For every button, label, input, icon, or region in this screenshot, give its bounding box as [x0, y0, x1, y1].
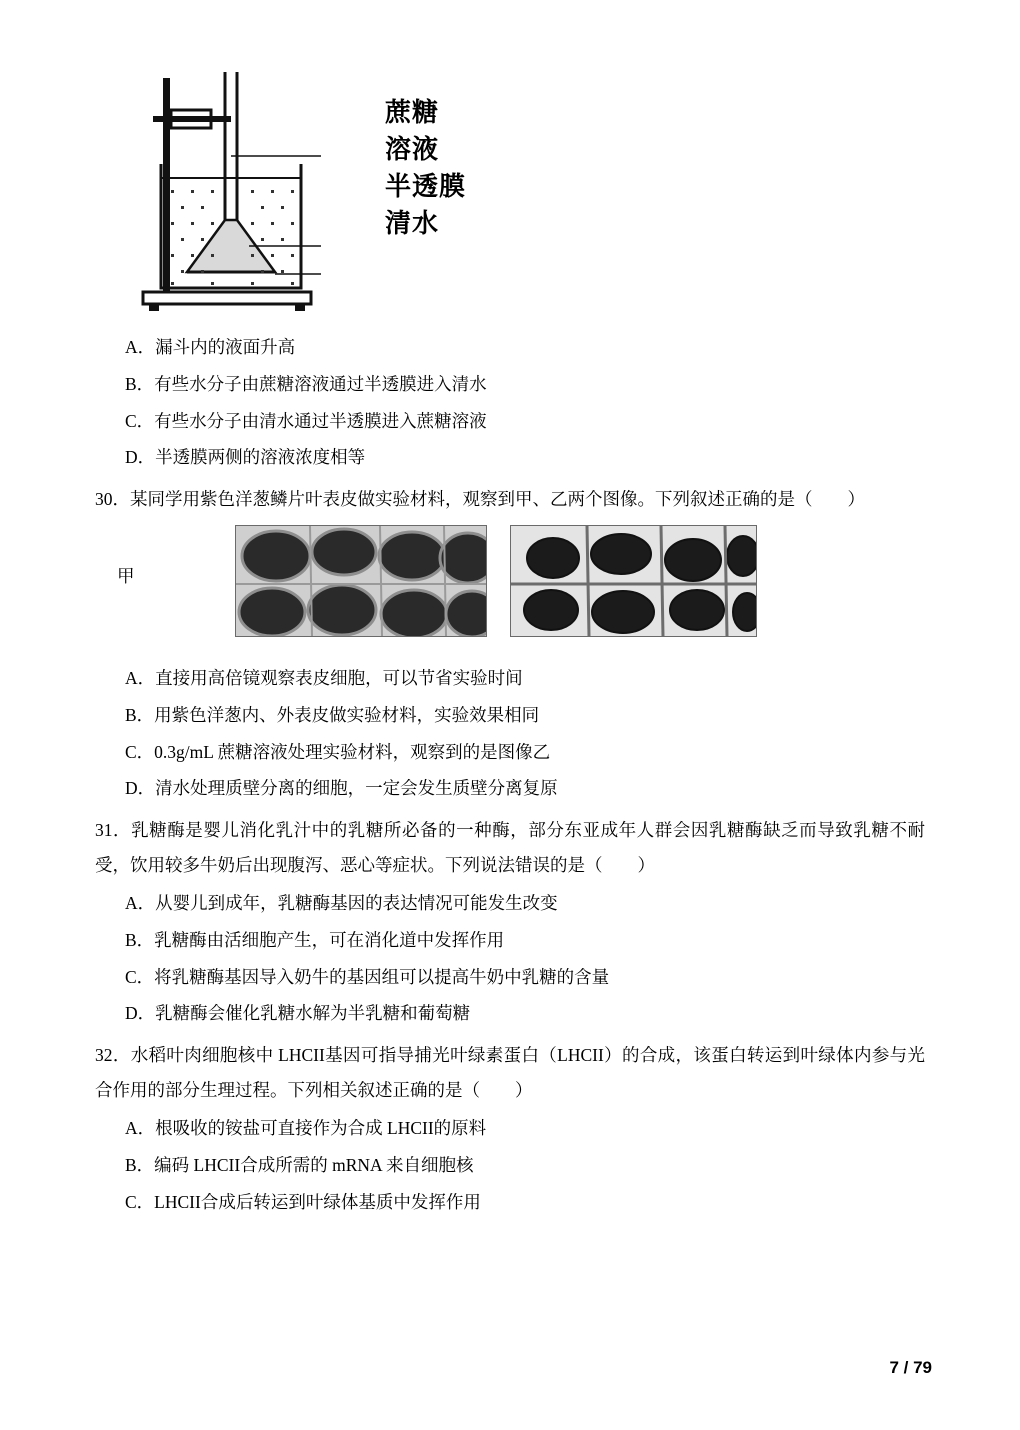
q32-option-a: A．根吸收的铵盐可直接作为合成 LHCII的原料 — [125, 1118, 487, 1138]
q29-option-b: B．有些水分子由蔗糖溶液通过半透膜进入清水 — [125, 373, 487, 394]
label-sucrose-1: 蔗糖 — [385, 98, 440, 128]
q29-option-d: D．半透膜两侧的溶液浓度相等 — [125, 447, 366, 468]
q30-option-c: C．0.3g/mL 蔗糖溶液处理实验材料，观察到的是图像乙 — [125, 741, 551, 762]
osmosis-apparatus-drawing — [125, 60, 425, 325]
question-30 — [95, 482, 925, 807]
q31-option-d: D．乳糖酶会催化乳糖水解为半乳糖和葡萄糖 — [125, 1003, 471, 1024]
q31-stem-text: 乳糖酶是婴儿消化乳汁中的乳糖所必备的一种酶，部分东亚成年人群会因乳糖酶缺乏而导致乳糖不耐受，饮用较多牛奶后出现腹泻、恶心等症状。下列说法错误的是（ ） — [95, 820, 926, 875]
q30-stem-text: 某同学用紫色洋葱鳞片叶表皮做实验材料，观察到甲、乙两个图像。下列叙述正确的是（ ） — [130, 489, 865, 509]
q31-option-a: A．从婴儿到成年，乳糖酶基因的表达情况可能发生改变 — [125, 893, 558, 913]
figure-label-jia: 甲 — [117, 566, 135, 586]
q30-option-b: B．用紫色洋葱内、外表皮做实验材料，实验效果相同 — [125, 704, 540, 725]
q32-number: 32． — [95, 1045, 131, 1065]
q30-option-d: D．清水处理质壁分离的细胞，一定会发生质壁分离复原 — [125, 778, 558, 799]
q31-option-c: C．将乳糖酶基因导入奶牛的基因组可以提高牛奶中乳糖的含量 — [125, 966, 610, 987]
q30-number: 30． — [95, 489, 130, 509]
q29-option-c: C．有些水分子由清水通过半透膜进入蔗糖溶液 — [125, 410, 487, 431]
page-number: 7 / 79 — [889, 1358, 932, 1377]
q31-option-b: B．乳糖酶由活细胞产生，可在消化道中发挥作用 — [125, 929, 505, 950]
label-semipermeable-membrane: 半透膜 — [385, 171, 467, 202]
q32-option-b: B．编码 LHCII合成所需的 mRNA 来自细胞核 — [125, 1154, 474, 1175]
micrograph-yi — [510, 525, 757, 637]
question-29-options — [95, 329, 925, 476]
question-32 — [95, 1038, 925, 1220]
q30-stem — [95, 482, 925, 517]
q32-option-c: C．LHCII合成后转运到叶绿体基质中发挥作用 — [125, 1191, 481, 1212]
figure-osmosis-apparatus — [95, 60, 925, 325]
label-clear-water: 清水 — [385, 208, 440, 239]
micrograph-jia — [235, 525, 487, 637]
q31-stem — [95, 813, 925, 883]
label-sucrose-2: 溶液 — [385, 134, 440, 165]
q32-stem-text: 水稻叶肉细胞核中 LHCII基因可指导捕光叶绿素蛋白（LHCII）的合成，该蛋白转运到叶绿体内参与光合作用的部分生理过程。下列相关叙述正确的是（ ） — [95, 1045, 926, 1100]
question-31 — [95, 813, 925, 1032]
figure-osmosis-labels — [385, 95, 466, 243]
q29-option-a: A．漏斗内的液面升高 — [125, 337, 296, 357]
q32-stem — [95, 1038, 925, 1108]
q30-option-a: A．直接用高倍镜观察表皮细胞，可以节省实验时间 — [125, 668, 523, 688]
q31-number: 31． — [95, 820, 132, 840]
figure-onion-cells — [95, 525, 925, 650]
